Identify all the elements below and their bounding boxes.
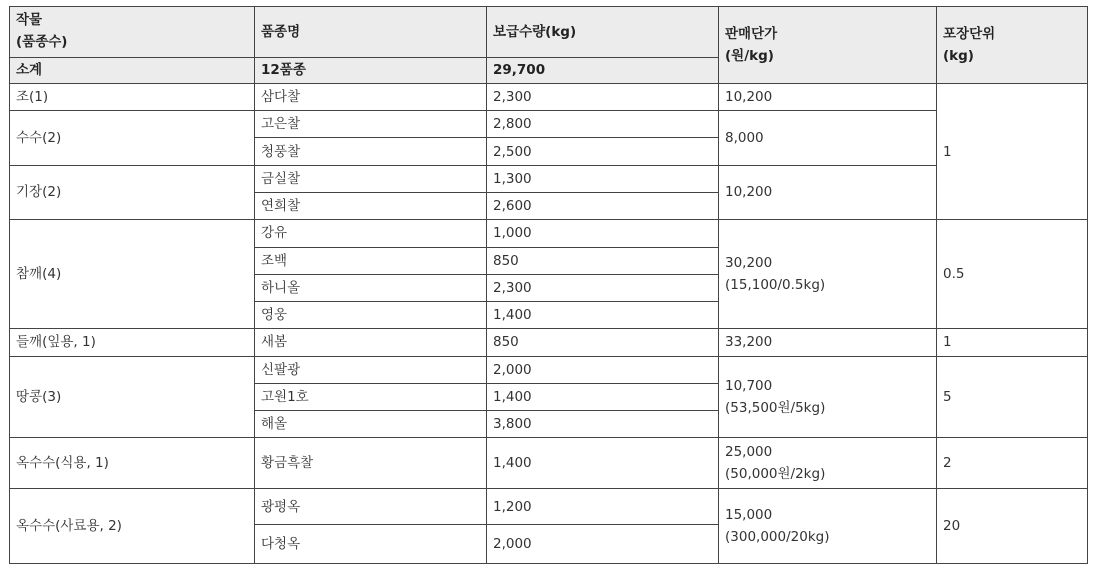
price-line1: 15,000	[725, 507, 773, 523]
crop-cell: 조(1)	[10, 83, 255, 110]
price-cell	[719, 489, 937, 564]
variety-cell: 황금흑찰	[255, 438, 487, 489]
variety-cell: 영웅	[255, 302, 487, 329]
table-row	[10, 220, 1088, 247]
variety-cell: 신팔광	[255, 356, 487, 383]
price-line1: 30,200	[725, 255, 773, 272]
supply-cell: 1,200	[487, 489, 719, 525]
table-row	[10, 111, 1088, 138]
table-row	[10, 329, 1088, 356]
supply-cell: 1,300	[487, 165, 719, 192]
unit-cell: 0.5	[937, 220, 1088, 329]
price-line2: (53,500원/5kg)	[725, 400, 826, 417]
price-line1: 25,000	[725, 444, 773, 461]
supply-cell: 1,400	[487, 383, 719, 410]
header-crop-line2: (품종수)	[16, 34, 68, 50]
price-cell: 8,000	[719, 111, 937, 166]
supply-cell: 850	[487, 329, 719, 356]
price-line1: 10,700	[725, 378, 773, 395]
supply-cell: 3,800	[487, 411, 719, 438]
header-unit-line1: 포장단위	[943, 25, 996, 42]
subtotal-label: 소계	[10, 57, 255, 83]
price-cell	[719, 220, 937, 329]
supply-cell: 2,800	[487, 111, 719, 138]
header-price-line2: (원/kg)	[725, 47, 774, 64]
unit-cell: 2	[937, 438, 1088, 489]
header-supply: 보급수량(kg)	[487, 7, 719, 58]
price-line2: (50,000원/2kg)	[725, 466, 826, 483]
crop-cell: 들깨(잎용, 1)	[10, 329, 255, 356]
supply-cell: 850	[487, 247, 719, 274]
variety-cell: 연희찰	[255, 192, 487, 219]
supply-cell: 1,400	[487, 438, 719, 489]
header-price	[719, 7, 937, 84]
variety-cell: 강유	[255, 220, 487, 247]
header-unit	[937, 7, 1088, 84]
header-crop	[10, 7, 255, 58]
supply-cell: 2,600	[487, 192, 719, 219]
header-price-line1: 판매단가	[725, 25, 778, 42]
table-row	[10, 489, 1088, 525]
variety-cell: 고은찰	[255, 111, 487, 138]
subtotal-variety: 12품종	[255, 57, 487, 83]
header-crop-line1: 작물	[16, 12, 43, 28]
unit-cell: 5	[937, 356, 1088, 438]
variety-cell: 해올	[255, 411, 487, 438]
unit-cell: 1	[937, 83, 1088, 219]
table-row	[10, 438, 1088, 489]
supply-cell: 2,300	[487, 83, 719, 110]
price-cell: 10,200	[719, 83, 937, 110]
variety-cell: 고원1호	[255, 383, 487, 410]
variety-cell: 다청옥	[255, 525, 487, 564]
variety-cell: 새봄	[255, 329, 487, 356]
variety-cell: 하니올	[255, 274, 487, 301]
crop-cell: 옥수수(식용, 1)	[10, 438, 255, 489]
supply-cell: 2,300	[487, 274, 719, 301]
crop-cell: 땅콩(3)	[10, 356, 255, 438]
variety-cell: 조백	[255, 247, 487, 274]
table-row	[10, 165, 1088, 192]
supply-cell: 2,000	[487, 356, 719, 383]
variety-cell: 청풍찰	[255, 138, 487, 165]
price-line2: (15,100/0.5kg)	[725, 277, 826, 294]
price-cell: 10,200	[719, 165, 937, 220]
crop-cell: 옥수수(사료용, 2)	[10, 489, 255, 564]
price-cell: 33,200	[719, 329, 937, 356]
unit-cell: 20	[937, 489, 1088, 564]
price-cell	[719, 438, 937, 489]
unit-cell: 1	[937, 329, 1088, 356]
table-row	[10, 356, 1088, 383]
supply-cell: 2,000	[487, 525, 719, 564]
header-unit-line2: (kg)	[943, 47, 974, 64]
seed-supply-table	[9, 6, 1088, 564]
header-variety: 품종명	[255, 7, 487, 58]
subtotal-supply: 29,700	[487, 57, 719, 83]
variety-cell: 광평옥	[255, 489, 487, 525]
crop-cell: 기장(2)	[10, 165, 255, 220]
price-line2: (300,000/20kg)	[725, 529, 830, 545]
price-cell	[719, 356, 937, 438]
header-row	[10, 7, 1088, 58]
variety-cell: 금실찰	[255, 165, 487, 192]
supply-cell: 2,500	[487, 138, 719, 165]
variety-cell: 삼다찰	[255, 83, 487, 110]
crop-cell: 수수(2)	[10, 111, 255, 166]
supply-cell: 1,400	[487, 302, 719, 329]
table-row	[10, 83, 1088, 110]
crop-cell: 참깨(4)	[10, 220, 255, 329]
supply-cell: 1,000	[487, 220, 719, 247]
